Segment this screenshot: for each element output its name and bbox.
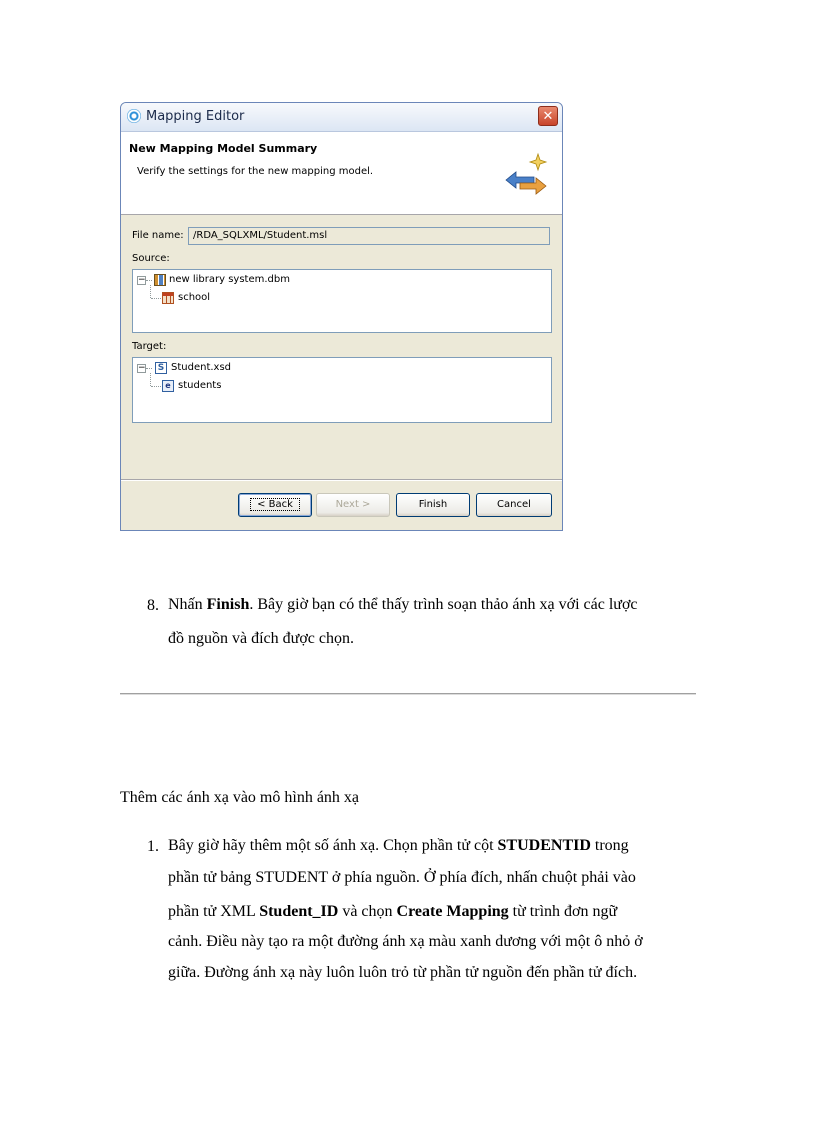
step-8-prefix: Nhấn [168, 596, 207, 613]
step-8-rest: . Bây giờ bạn có thể thấy trình soạn thảo ánh xạ với các lược [249, 596, 638, 613]
step-1-line-4: cảnh. Điều này tạo ra một đường ánh xạ màu xanh dương với một ô nhỏ ở [168, 933, 643, 950]
step-8-number: 8. [147, 597, 159, 614]
dialog-title: Mapping Editor [146, 109, 245, 124]
horizontal-rule [120, 693, 696, 695]
step-1-text: Bây giờ hãy thêm một số ánh xạ. Chọn phần tử cột [168, 837, 498, 854]
xml-element-icon: e [162, 380, 174, 392]
schema-table-icon [162, 292, 174, 304]
step-1-text: trong [590, 837, 629, 854]
step-8-line-1 [168, 591, 638, 619]
create-mapping-bold: Create Mapping [396, 903, 509, 920]
finish-button[interactable]: Finish [396, 493, 470, 517]
tree-item-source-root[interactable]: new library system.dbm [169, 274, 290, 285]
banner-title: New Mapping Model Summary [129, 142, 318, 155]
step-1-line-1 [168, 832, 629, 860]
back-button-label: < Back [250, 498, 300, 511]
source-label: Source: [132, 253, 170, 264]
file-name-row [132, 227, 552, 245]
mapping-editor-dialog [120, 102, 563, 531]
database-model-icon [154, 274, 166, 286]
step-8-finish-bold: Finish [206, 596, 250, 613]
step-8-line-2: đồ nguồn và đích được chọn. [168, 630, 354, 647]
title-bar [121, 103, 562, 132]
studentid-bold: STUDENTID [497, 837, 591, 854]
next-button[interactable]: Next > [316, 493, 390, 517]
collapse-icon[interactable]: − [138, 363, 146, 373]
tree-item-target-root[interactable]: Student.xsd [171, 362, 232, 373]
button-separator [121, 479, 562, 481]
source-tree[interactable] [132, 269, 552, 333]
student-id-bold: Student_ID [259, 903, 339, 920]
step-1-line-3 [168, 898, 617, 926]
target-label: Target: [132, 341, 167, 352]
step-1-line-2: phần tử bảng STUDENT ở phía nguồn. Ở phía đích, nhấn chuột phải vào [168, 869, 636, 886]
tree-item-source-child[interactable]: school [178, 292, 211, 303]
wizard-banner [121, 132, 562, 215]
mapping-editor-app-icon [127, 109, 141, 123]
step-1-text: phần tử XML [168, 903, 260, 920]
file-name-field[interactable]: /RDA_SQLXML/Student.msl [188, 227, 550, 245]
collapse-icon[interactable]: − [138, 275, 146, 285]
cancel-button[interactable]: Cancel [476, 493, 552, 517]
step-1-text: từ trình đơn ngữ [508, 903, 618, 920]
step-1-line-5: giữa. Đường ánh xạ này luôn luôn trỏ từ phần tử nguồn đến phần tử đích. [168, 964, 638, 981]
xsd-schema-icon: S [155, 362, 167, 374]
close-button[interactable]: ✕ [538, 106, 558, 126]
mapping-arrows-icon [504, 152, 548, 198]
file-name-label: File name: [132, 230, 184, 241]
back-button[interactable] [238, 493, 312, 517]
banner-description: Verify the settings for the new mapping model. [137, 166, 374, 177]
step-1-number: 1. [147, 838, 159, 855]
step-1-text: và chọn [338, 903, 397, 920]
section-heading: Thêm các ánh xạ vào mô hình ánh xạ [120, 789, 360, 806]
target-tree[interactable] [132, 357, 552, 423]
tree-item-target-child[interactable]: students [178, 380, 222, 391]
